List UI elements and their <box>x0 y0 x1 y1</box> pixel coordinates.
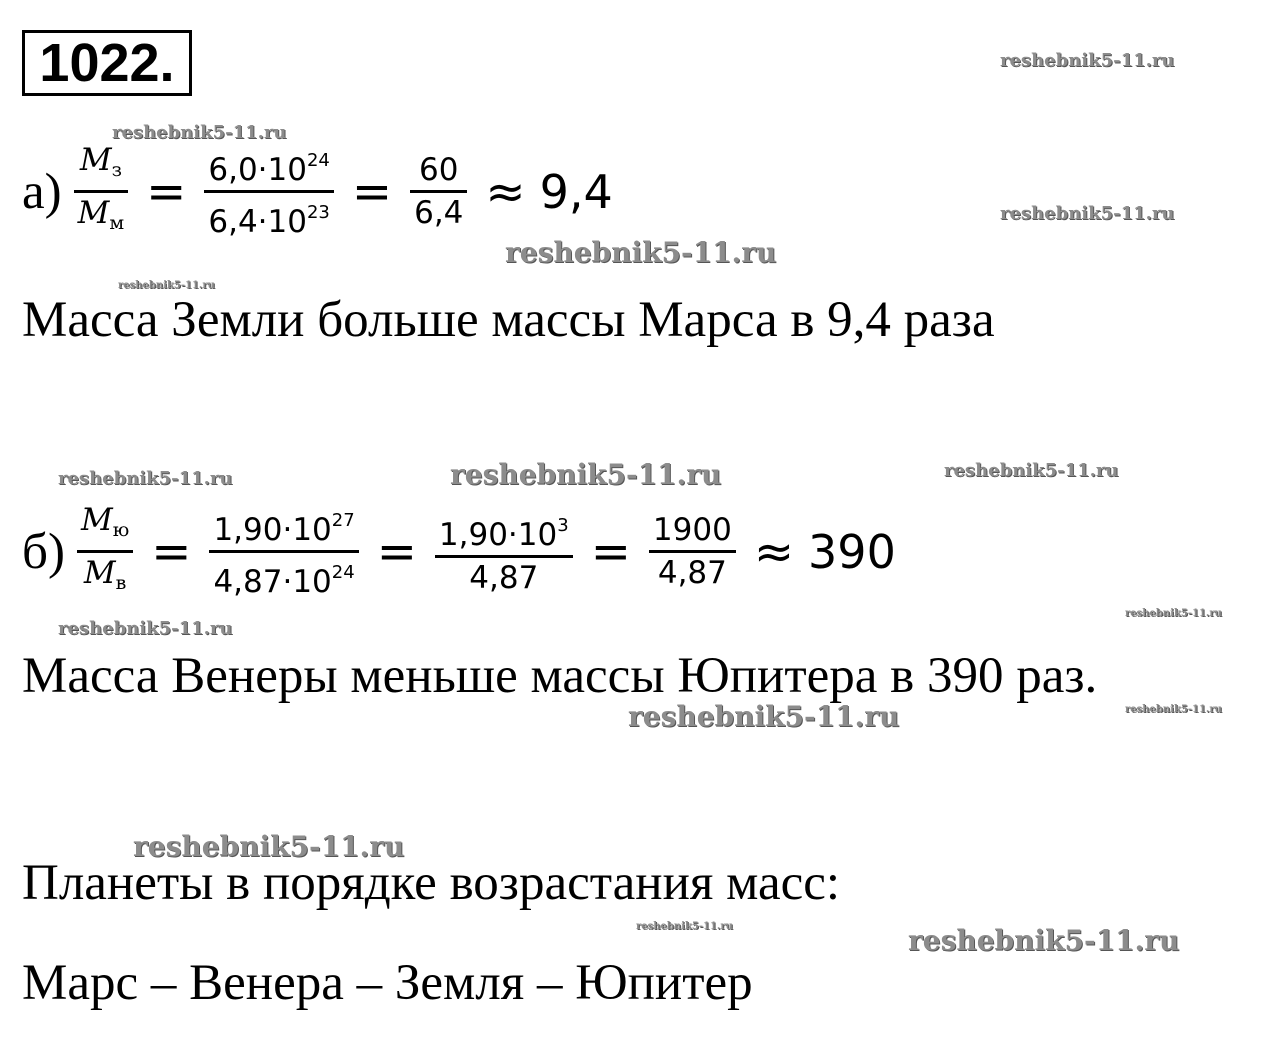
fraction-simplified-b <box>435 506 573 598</box>
equals-sign: = <box>376 523 417 580</box>
conclusion-a: Масса Земли больше массы Марса в 9,4 раза <box>22 292 995 348</box>
equals-sign: = <box>151 523 192 580</box>
equals-sign: = <box>146 163 187 220</box>
approx-sign: ≈ <box>485 163 526 220</box>
fraction-mass-ratio-a <box>74 140 129 243</box>
denominator: 4,87 <box>657 555 727 591</box>
exponent: 27 <box>331 510 355 531</box>
fraction-final-b <box>649 510 736 593</box>
watermark: reshebnik5-11.ru <box>1000 50 1175 71</box>
subscript-earth: з <box>111 159 122 181</box>
denominator: 6,4 <box>414 195 464 231</box>
fraction-values-a <box>204 141 334 242</box>
watermark: reshebnik5-11.ru <box>908 924 1180 957</box>
numerator: 6,0·10 <box>208 152 307 188</box>
watermark: reshebnik5-11.ru <box>1125 608 1222 619</box>
subscript-jupiter: ю <box>112 519 130 541</box>
formula-a <box>22 140 613 243</box>
order-heading: Планеты в порядке возрастания масс: <box>22 855 841 911</box>
problem-number: 1022. <box>22 30 192 96</box>
result-b: 390 <box>808 524 896 579</box>
denominator: 4,87·10 <box>213 564 332 600</box>
fraction-simplified-a <box>410 150 467 233</box>
exponent: 24 <box>331 562 355 583</box>
mass-symbol: M <box>80 502 113 538</box>
order-sequence: Марс – Венера – Земля – Юпитер <box>22 955 753 1011</box>
exponent: 24 <box>306 150 330 171</box>
subscript-mars: м <box>109 212 125 234</box>
numerator: 1900 <box>652 512 732 548</box>
mass-symbol: M <box>77 195 110 231</box>
fraction-values-b <box>209 501 358 602</box>
approx-sign: ≈ <box>753 523 795 580</box>
numerator: 60 <box>419 152 459 188</box>
conclusion-b: Масса Венеры меньше массы Юпитера в 390 раз. <box>22 648 1098 704</box>
result-a: 9,4 <box>539 164 613 219</box>
part-b-label: б) <box>22 523 65 580</box>
watermark: reshebnik5-11.ru <box>118 280 215 291</box>
watermark: reshebnik5-11.ru <box>112 122 287 143</box>
exponent: 23 <box>306 202 330 223</box>
watermark: reshebnik5-11.ru <box>1125 704 1222 715</box>
watermark: reshebnik5-11.ru <box>1000 203 1175 224</box>
watermark: reshebnik5-11.ru <box>628 700 900 733</box>
denominator: 6,4·10 <box>208 204 307 240</box>
numerator: 1,90·10 <box>213 512 332 548</box>
watermark: reshebnik5-11.ru <box>133 830 405 863</box>
fraction-mass-ratio-b <box>77 500 133 603</box>
part-a-label: а) <box>22 163 62 220</box>
subscript-venus: в <box>115 572 127 594</box>
equals-sign: = <box>590 523 631 580</box>
watermark: reshebnik5-11.ru <box>58 618 233 639</box>
formula-b <box>22 500 896 603</box>
mass-symbol: M <box>83 555 116 591</box>
mass-symbol: M <box>79 142 112 178</box>
watermark: reshebnik5-11.ru <box>636 921 733 932</box>
watermark: reshebnik5-11.ru <box>505 236 777 269</box>
watermark: reshebnik5-11.ru <box>944 460 1119 481</box>
exponent: 3 <box>557 514 569 536</box>
numerator: 1,90·10 <box>438 516 558 553</box>
watermark: reshebnik5-11.ru <box>58 468 233 489</box>
denominator: 4,87 <box>469 559 539 596</box>
equals-sign: = <box>351 163 393 220</box>
watermark: reshebnik5-11.ru <box>450 458 722 491</box>
